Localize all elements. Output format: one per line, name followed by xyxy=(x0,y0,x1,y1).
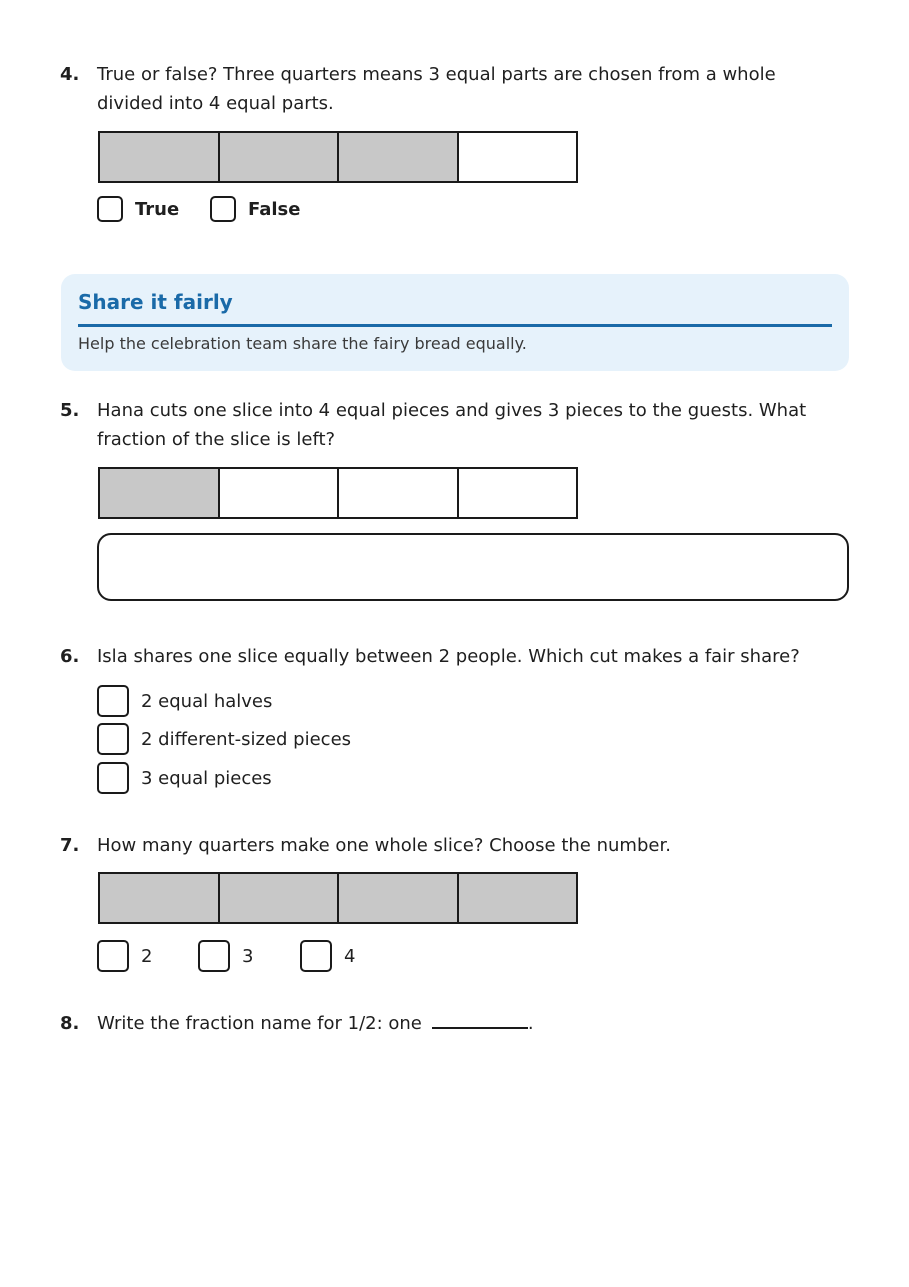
question-text: True or false? Three quarters means 3 equal parts are chosen from a whole divided into 4 equal parts. xyxy=(97,64,776,114)
answer-blank[interactable] xyxy=(432,1009,528,1029)
question-text: Hana cuts one slice into 4 equal pieces and gives 3 pieces to the guests. What fraction of the slice is left? xyxy=(97,400,807,450)
callout-subtitle: Help the celebration team share the fairy bread equally. xyxy=(78,334,527,353)
checkbox[interactable] xyxy=(300,940,332,972)
question-8 xyxy=(60,1009,850,1038)
question-text-after: . xyxy=(527,1013,534,1034)
checkbox[interactable] xyxy=(97,196,123,222)
question-text: How many quarters make one whole slice? Choose the number. xyxy=(97,835,671,856)
question-6 xyxy=(60,642,850,671)
bar-part-shaded xyxy=(339,874,459,922)
question-5 xyxy=(60,396,850,454)
checkbox[interactable] xyxy=(198,940,230,972)
option-true[interactable] xyxy=(97,196,179,222)
bar-part-empty xyxy=(459,469,577,517)
question-number: 8. xyxy=(60,1013,80,1034)
option-label: False xyxy=(248,198,301,220)
bar-part-empty xyxy=(459,133,577,181)
option-label: True xyxy=(135,198,180,220)
option-equal-halves[interactable] xyxy=(97,685,272,717)
bar-part-shaded xyxy=(100,874,220,922)
question-text-before: Write the fraction name for 1/2: one xyxy=(97,1013,422,1034)
bar-part-shaded xyxy=(220,874,340,922)
option-3[interactable] xyxy=(198,940,253,972)
option-three-pieces[interactable] xyxy=(97,762,272,794)
checkbox[interactable] xyxy=(97,723,129,755)
checkbox[interactable] xyxy=(97,762,129,794)
section-callout xyxy=(61,274,849,371)
checkbox[interactable] xyxy=(97,940,129,972)
bar-part-shaded xyxy=(459,874,577,922)
question-4 xyxy=(60,60,850,118)
question-text xyxy=(97,1009,827,1038)
question-number: 4. xyxy=(60,64,80,85)
fraction-bar-q5 xyxy=(98,467,578,519)
bar-part-shaded xyxy=(100,469,220,517)
checkbox[interactable] xyxy=(97,685,129,717)
question-number: 7. xyxy=(60,835,80,856)
checkbox[interactable] xyxy=(210,196,236,222)
option-label: 2 equal halves xyxy=(141,690,273,712)
option-label: 2 xyxy=(141,945,153,967)
option-false[interactable] xyxy=(210,196,300,222)
bar-part-shaded xyxy=(100,133,220,181)
bar-part-shaded xyxy=(220,133,340,181)
question-number: 5. xyxy=(60,400,80,421)
option-2[interactable] xyxy=(97,940,152,972)
option-label: 3 xyxy=(242,945,254,967)
callout-divider xyxy=(78,324,832,327)
option-label: 3 equal pieces xyxy=(141,767,272,789)
bar-part-shaded xyxy=(339,133,459,181)
question-number: 6. xyxy=(60,646,80,667)
fraction-bar-q4 xyxy=(98,131,578,183)
bar-part-empty xyxy=(339,469,459,517)
answer-input-box[interactable] xyxy=(97,533,849,601)
question-7 xyxy=(60,831,850,860)
callout-title: Share it fairly xyxy=(78,290,233,314)
bar-part-empty xyxy=(220,469,340,517)
fraction-bar-q7 xyxy=(98,872,578,924)
option-label: 4 xyxy=(344,945,356,967)
option-label: 2 different-sized pieces xyxy=(141,728,352,750)
option-different-pieces[interactable] xyxy=(97,723,351,755)
question-text: Isla shares one slice equally between 2 people. Which cut makes a fair share? xyxy=(97,646,800,667)
option-4[interactable] xyxy=(300,940,355,972)
